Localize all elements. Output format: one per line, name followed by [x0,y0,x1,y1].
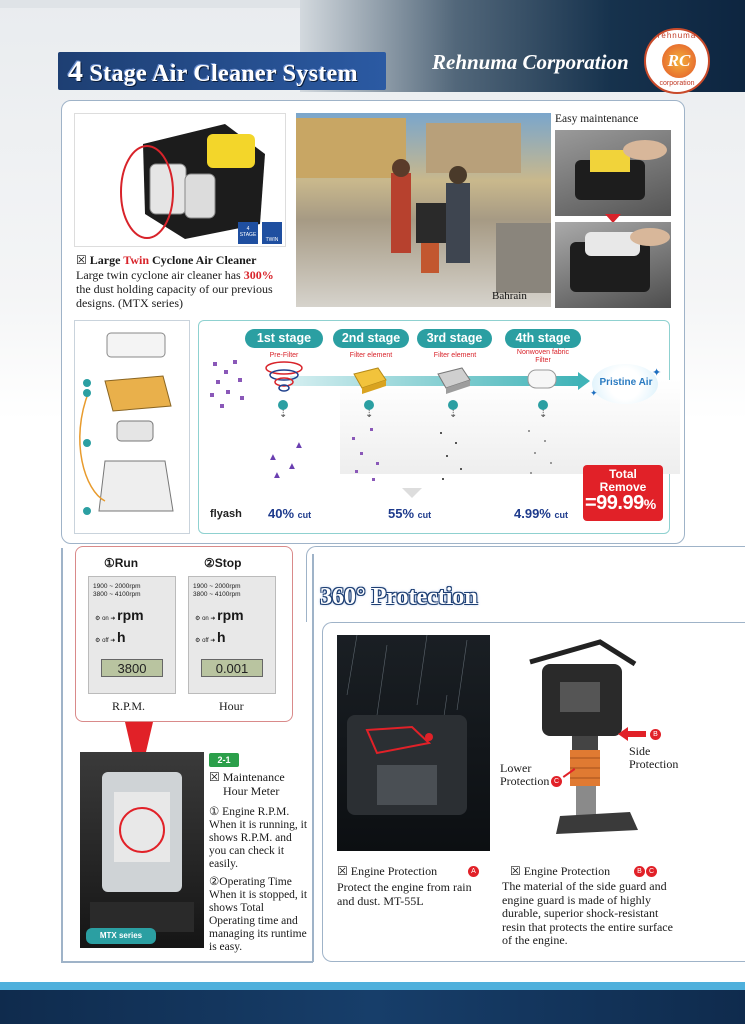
meter-badge: 2-1 [209,753,239,767]
workers-illustration [296,113,551,307]
meter-point-2: ②Operating Time When it is stopped, it shows Total Operating time and managing its runtime is easy. [209,876,308,953]
stage-3-sub: Filter element [433,352,477,359]
total-remove-value: =99.99% [585,492,656,514]
flyash-label: flyash [210,508,242,520]
nonwoven-filter-icon [524,366,560,392]
lcd-run: 3800 [101,659,163,677]
stage-1-pill: 1st stage [245,329,323,348]
meter-point-1: ① Engine R.P.M. When it is running, it shows R.P.M. and you can check it easily. [209,806,308,870]
lower-panel-border-bottom [61,961,313,963]
guard-protection-desc: The material of the side guard and engine guard is made of highly durable, superior shock-resistant resin that protects the entire surface of the engine. [502,879,673,947]
marker-a: A [468,866,479,877]
sparkle-icon: ✦ [652,367,662,379]
gear-icon: ⚙ [195,616,201,622]
stage-4-sub: Nonwoven fabric Filter [516,349,570,364]
checkbox-icon: ☒ [209,770,223,784]
side-arrow-icon [618,727,628,741]
meter-run: 1900 ~ 2000rpm 3800 ~ 4100rpm ⚙ on ➜ rpm ⚙ off ➜ h 3800 [88,576,176,694]
meter-stop: 1900 ~ 2000rpm 3800 ~ 4100rpm ⚙ on ➜ rpm ⚙ off ➜ h 0.001 [188,576,276,694]
engine-protection-heading: ☒ Engine Protection [337,864,438,878]
lower-protection-label: Lower Protection [500,761,550,788]
cut-3: 4.99% cut [514,506,568,521]
cut-1: 40% cut [268,506,312,521]
exploded-diagram [74,320,190,534]
rpm-caption: R.P.M. [112,699,146,713]
stage-3-pill: 3rd stage [417,329,492,348]
cyclone-icon [262,360,306,398]
footer-accent-line [0,982,745,990]
down-arrow-4-icon: ⇣ [539,409,548,420]
lower-panel-border-left [61,548,63,962]
pristine-air-label: Pristine Air [599,377,653,388]
filter-parts-illustration [75,321,191,535]
maintenance-photo-1 [555,130,671,216]
brand-name: Rehnuma Corporation [432,50,629,74]
protection-title: 360° Protection [320,584,478,610]
engine-protection-desc: Protect the engine from rain and dust. MT-55L [337,880,472,908]
checkbox-icon: ☒ [510,864,524,878]
stage-4-pill: 4th stage [505,329,581,348]
marker-c: C [551,776,562,787]
stage-2-pill: 2nd stage [333,329,409,348]
badge-twin: TWIN [265,237,279,243]
guard-protection-heading: ☒ Engine Protection [510,864,611,878]
section-title: 4 Stage Air Cleaner System [68,55,358,88]
air-cleaner-description: Large twin cyclone air cleaner has 300% the dust holding capacity of our previous designs. (MTX series) [76,268,274,310]
down-arrow-1-icon: ⇣ [279,409,288,420]
filter-element-gray-icon [434,364,474,394]
flow-down-arrow-icon [402,488,422,498]
marker-c-small: C [646,866,657,877]
down-arrow-2-icon: ⇣ [365,409,374,420]
gear-icon: ⚙ [95,638,101,644]
rain-engine-illustration [337,635,490,851]
badge-4-stage: 4 STAGE [239,226,257,238]
site-caption: Bahrain [492,290,527,302]
air-cleaner-heading: ☒ Large Twin Cyclone Air Cleaner [76,253,257,267]
down-arrow-3-icon: ⇣ [449,409,458,420]
air-cleaner-photo [74,113,286,247]
logo-mark: RC [662,44,696,78]
cut-2: 55% cut [388,506,432,521]
lcd-stop: 0.001 [201,659,263,677]
gear-icon: ⚙ [95,616,101,622]
maintenance-photo-2 [555,222,671,308]
total-remove-badge: Total Remove =99.99% [583,465,663,521]
stop-label: ②Stop [204,556,242,570]
marker-b-small: B [634,866,645,877]
machine-top-illustration [80,752,204,948]
checkbox-icon: ☒ [337,864,351,878]
stage-2-sub: Filter element [349,352,393,359]
filter-element-yellow-icon [350,364,390,394]
checkbox-icon: ☒ [76,253,90,267]
run-label: ①Run [104,556,139,570]
site-photo [296,113,551,307]
rammer-illustration [500,634,660,850]
flow-arrow-head-icon [578,372,590,390]
meter-title: ☒ Maintenance Hour Meter [209,770,285,798]
rammer-machine-illustration [500,634,660,850]
sparkle-small-icon: ✦ [590,388,598,398]
engine-rain-photo [337,635,490,851]
gear-icon: ⚙ [195,638,201,644]
marker-b: B [650,729,661,740]
footer-band [0,990,745,1024]
hour-caption: Hour [219,699,244,713]
machine-top-photo [80,752,204,948]
company-logo: rehnuma RC corporation [644,28,710,94]
maintenance-caption: Easy maintenance [555,113,639,125]
stage-1-sub: Pre-Filter [269,352,299,359]
side-protection-label: Side Protection [629,744,679,771]
series-tag: MTX series [86,928,156,944]
